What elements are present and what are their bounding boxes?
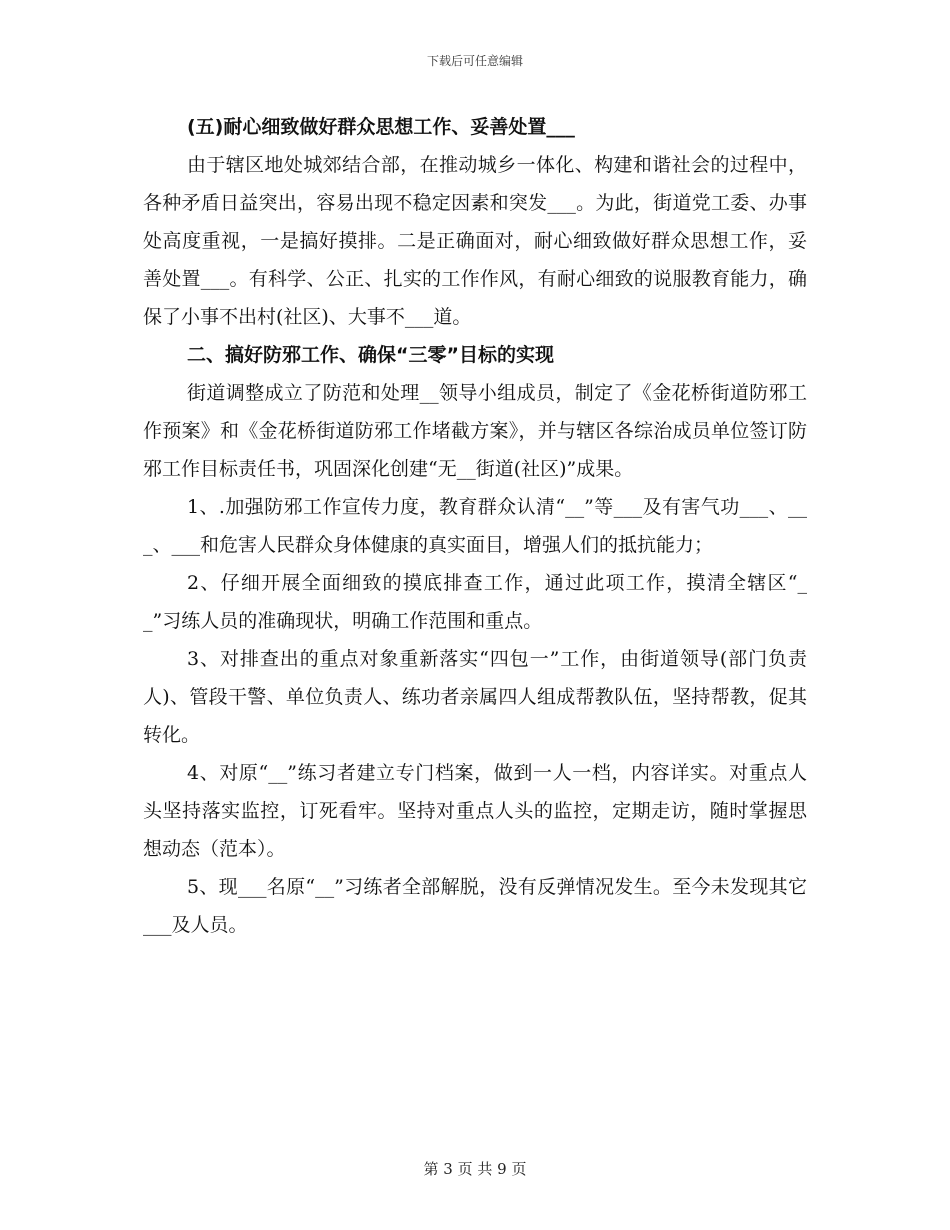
paragraph: 街道调整成立了防范和处理__领导小组成员，制定了《金花桥街道防邪工作预案》和《金花桥街道防邪工作堵截方案》，并与辖区各综治成员单位签订防邪工作目标责任书，巩固深化创建“无__街道(社区)”成果。 [143,382,807,480]
document-body [143,108,807,944]
page-number: 第 3 页 共 9 页 [423,1160,527,1178]
paragraph: 由于辖区地处城郊结合部，在推动城乡一体化、构建和谐社会的过程中，各种矛盾日益突出，容易出现不稳定因素和突发___。为此，街道党工委、办事处高度重视，一是搞好摸排。二是正确面对，耐心细致做好群众思想工作，妥善处置___。有科学、公正、扎实的工作作风，有耐心细致的说服教育能力，确保了小事不出村(社区)、大事不___道。 [143,154,807,328]
list-item-5: 5、现___名原“__”习练者全部解脱，没有反弹情况发生。至今未发现其它___及人员。 [143,876,807,936]
section-heading-2: 二、搞好防邪工作、确保“三零”目标的实现 [187,344,554,366]
section-heading-5: (五)耐心细致做好群众思想工作、妥善处置___ [187,116,575,138]
header-note: 下载后可任意编辑 [426,54,523,68]
list-item-4: 4、对原“__”练习者建立专门档案，做到一人一档，内容详实。对重点人头坚持落实监控，订死看牢。坚持对重点人头的监控，定期走访，随时掌握思想动态（范本）。 [143,762,807,860]
list-item-2: 2、仔细开展全面细致的摸底排查工作，通过此项工作，摸清全辖区“__”习练人员的准确现状，明确工作范围和重点。 [143,572,807,632]
list-item-3: 3、对排查出的重点对象重新落实“四包一”工作，由街道领导(部门负责人)、管段干警、单位负责人、练功者亲属四人组成帮教队伍，坚持帮教，促其转化。 [143,648,807,746]
list-item-1: 1、.加强防邪工作宣传力度，教育群众认清“__”等___及有害气功___、___、___和危害人民群众身体健康的真实面目，增强人们的抵抗能力； [143,496,807,556]
